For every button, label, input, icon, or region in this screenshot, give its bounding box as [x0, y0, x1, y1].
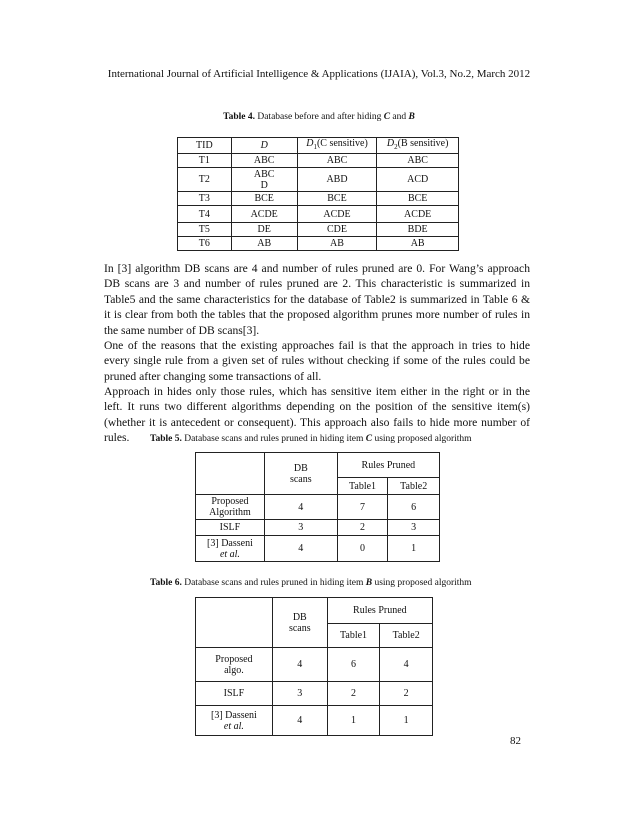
table6-rules-header: Rules Pruned	[327, 598, 432, 624]
table-row: T5 DE CDE BDE	[178, 223, 459, 237]
journal-header: International Journal of Artificial Intelligence & Applications (IJAIA), Vol.3, No.2, March 2012	[107, 68, 531, 80]
table6-label: Table 6.	[150, 578, 182, 588]
table-row: ISLF 3 2 3	[196, 520, 440, 536]
table-row: Proposed Algorithm 4 7 6	[196, 495, 440, 520]
table-row: T1 ABC ABC ABC	[178, 154, 459, 168]
table6: DB scans Rules Pruned Table1 Table2 Proposed algo. 4 6 4 ISLF 3 2 2 [3] Dasseni et al. 4 1 1	[195, 597, 433, 736]
table4-caption: Table 4. Database before and after hiding C and B	[223, 112, 415, 122]
table-row: T3 BCE BCE BCE	[178, 192, 459, 206]
header-d: D	[231, 138, 297, 154]
table6-db-header: DB scans	[272, 598, 327, 648]
table5: DB scans Rules Pruned Table1 Table2 Proposed Algorithm 4 7 6 ISLF 3 2 3 [3] Dasseni et al. 4 0 1	[195, 452, 440, 562]
table6-corner	[196, 598, 273, 648]
paragraph-1: In [3] algorithm DB scans are 4 and number of rules pruned are 0. For Wang’s approach DB scans are 3 and number of rules pruned are 2. This characteristic is summarized in Table5 and the same characteristics for the database of Table2 is summarized in Table 6 & it is clear from both the tables that the proposed algorithm prunes more number of rules in the same number of DB scans[3].	[104, 262, 530, 337]
page-number: 82	[510, 735, 521, 747]
table5-db-header: DB scans	[264, 453, 337, 495]
paragraph-2: One of the reasons that the existing approaches fail is that the approach in tries to hide every single rule from a given set of rules without checking if some of the rules could be pruned after changing some transactions of all.	[104, 339, 530, 383]
table-row: T4 ACDE ACDE ACDE	[178, 206, 459, 223]
table-row: T6 AB AB AB	[178, 237, 459, 251]
table-row: [3] Dasseni et al. 4 0 1	[196, 536, 440, 562]
header-d2: $D_2(B$ sensitive)	[377, 138, 459, 154]
table4	[177, 137, 459, 251]
table5-rules-header: Rules Pruned	[337, 453, 439, 478]
header-d1: $D_1(C$ sensitive)	[297, 138, 377, 154]
table-row: ISLF 3 2 2	[196, 682, 433, 706]
table5-label: Table 5.	[150, 434, 182, 444]
table-row: T2 ABC D ABD ACD	[178, 168, 459, 192]
table4-label: Table 4.	[223, 112, 255, 122]
table5-caption: Table 5. Database scans and rules pruned in hiding item C using proposed algorithm	[150, 434, 472, 444]
paragraph-3: Approach in hides only those rules, which has sensitive item either in the right or in the left. It runs two different algorithms depending on the position of the sensitive item(s) (whether it is antecedent or consequent). This approach also fails to hide more number of rules.	[104, 385, 530, 445]
table6-caption: Table 6. Database scans and rules pruned in hiding item B using proposed algorithm	[150, 578, 472, 588]
table5-corner	[196, 453, 265, 495]
header-tid: TID	[178, 138, 232, 154]
table-row: [3] Dasseni et al. 4 1 1	[196, 706, 433, 736]
table4-header-row	[178, 138, 459, 154]
table-row: Proposed algo. 4 6 4	[196, 648, 433, 682]
